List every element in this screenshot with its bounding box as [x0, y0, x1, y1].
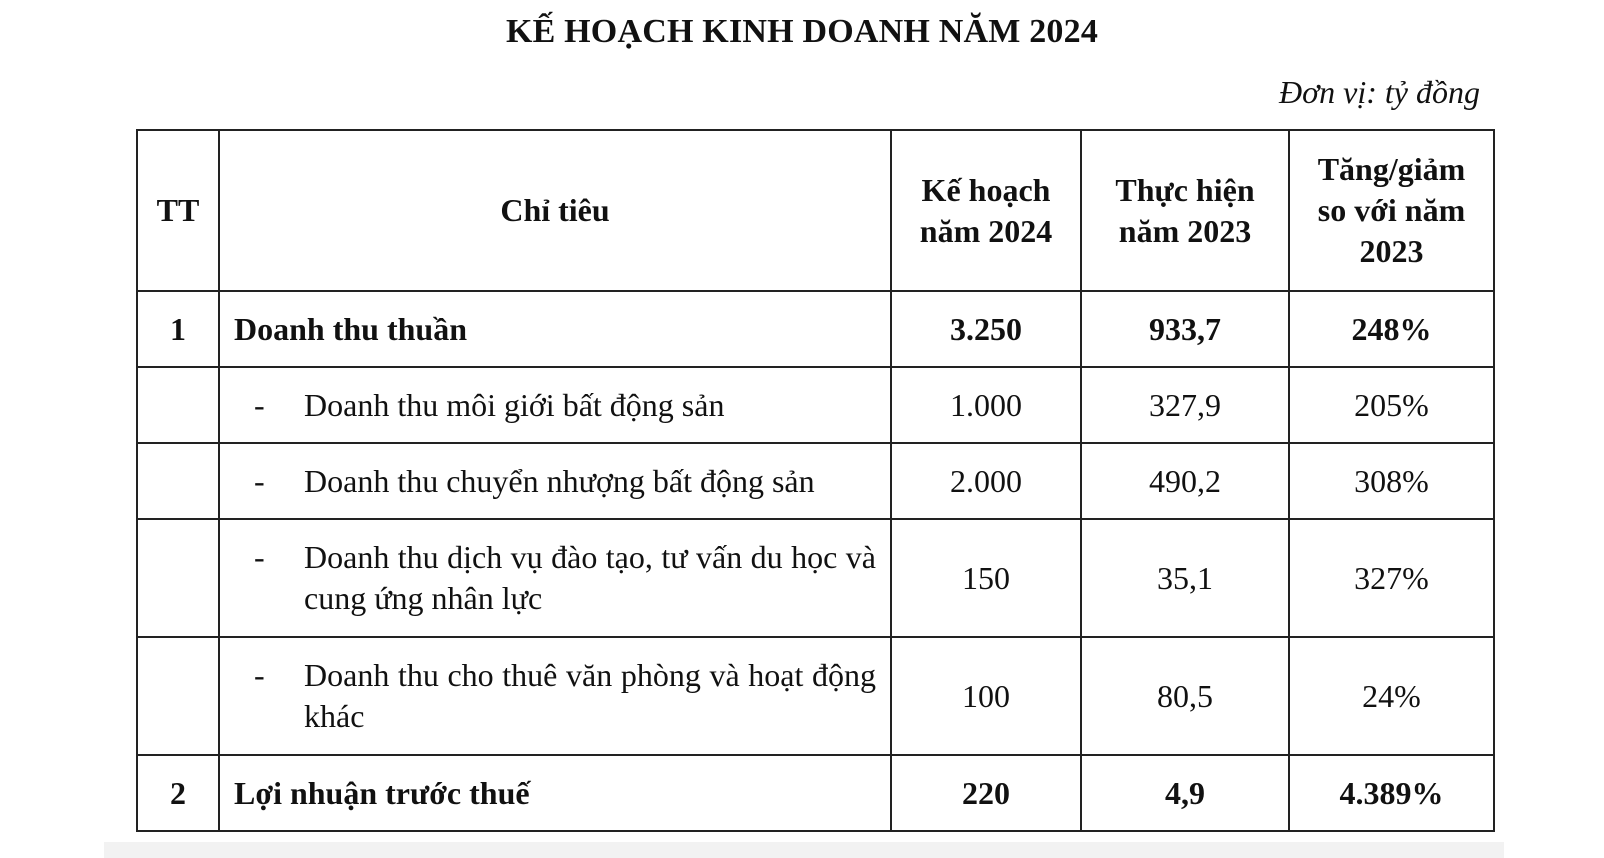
row-change: 24%: [1289, 637, 1494, 755]
row-actual: 933,7: [1081, 291, 1289, 367]
row-plan: 150: [891, 519, 1081, 637]
row-name-cell: [219, 637, 891, 755]
row-dash: -: [254, 462, 265, 499]
header-name: Chỉ tiêu: [219, 130, 891, 291]
row-dash: -: [254, 657, 265, 693]
header-change: Tăng/giảm so với năm 2023: [1289, 130, 1494, 291]
row-dash: -: [254, 539, 265, 575]
row-change: 308%: [1289, 443, 1494, 519]
row-name: Doanh thu môi giới bất động sản: [304, 386, 725, 423]
header-tt: TT: [137, 130, 219, 291]
row-name-cell: [219, 519, 891, 637]
row-plan: 3.250: [891, 291, 1081, 367]
row-name: Lợi nhuận trước thuế: [219, 755, 891, 831]
row-actual: 327,9: [1081, 367, 1289, 443]
row-name: Doanh thu dịch vụ đào tạo, tư vấn du học và cung ứng nhân lực: [304, 539, 876, 616]
row-tt: [137, 367, 219, 443]
unit-note: Đơn vị: tỷ đồng: [1278, 74, 1480, 110]
row-tt: 1: [137, 291, 219, 367]
table-row: [137, 637, 1494, 755]
row-plan: 220: [891, 755, 1081, 831]
row-dash: -: [254, 386, 265, 423]
table-row: [137, 755, 1494, 831]
row-name: Doanh thu thuần: [219, 291, 891, 367]
row-actual: 4,9: [1081, 755, 1289, 831]
table-header-row: [137, 130, 1494, 291]
row-change: 327%: [1289, 519, 1494, 637]
row-plan: 100: [891, 637, 1081, 755]
row-name: Doanh thu chuyển nhượng bất động sản: [304, 462, 815, 499]
row-actual: 80,5: [1081, 637, 1289, 755]
row-plan: 1.000: [891, 367, 1081, 443]
row-name-cell: [219, 367, 891, 443]
row-change: 4.389%: [1289, 755, 1494, 831]
row-actual: 35,1: [1081, 519, 1289, 637]
row-actual: 490,2: [1081, 443, 1289, 519]
bottom-divider-strip: [104, 842, 1504, 858]
header-actual: Thực hiện năm 2023: [1081, 130, 1289, 291]
header-plan: Kế hoạch năm 2024: [891, 130, 1081, 291]
document-title: KẾ HOẠCH KINH DOANH NĂM 2024: [505, 13, 1099, 50]
row-tt: 2: [137, 755, 219, 831]
table-row: [137, 519, 1494, 637]
row-plan: 2.000: [891, 443, 1081, 519]
row-change: 248%: [1289, 291, 1494, 367]
row-tt: [137, 637, 219, 755]
table-row: [137, 291, 1494, 367]
row-name: Doanh thu cho thuê văn phòng và hoạt động khác: [304, 657, 876, 734]
row-tt: [137, 519, 219, 637]
table-row: [137, 367, 1494, 443]
row-tt: [137, 443, 219, 519]
row-change: 205%: [1289, 367, 1494, 443]
row-name-cell: [219, 443, 891, 519]
table-row: [137, 443, 1494, 519]
business-plan-table: [136, 129, 1495, 832]
